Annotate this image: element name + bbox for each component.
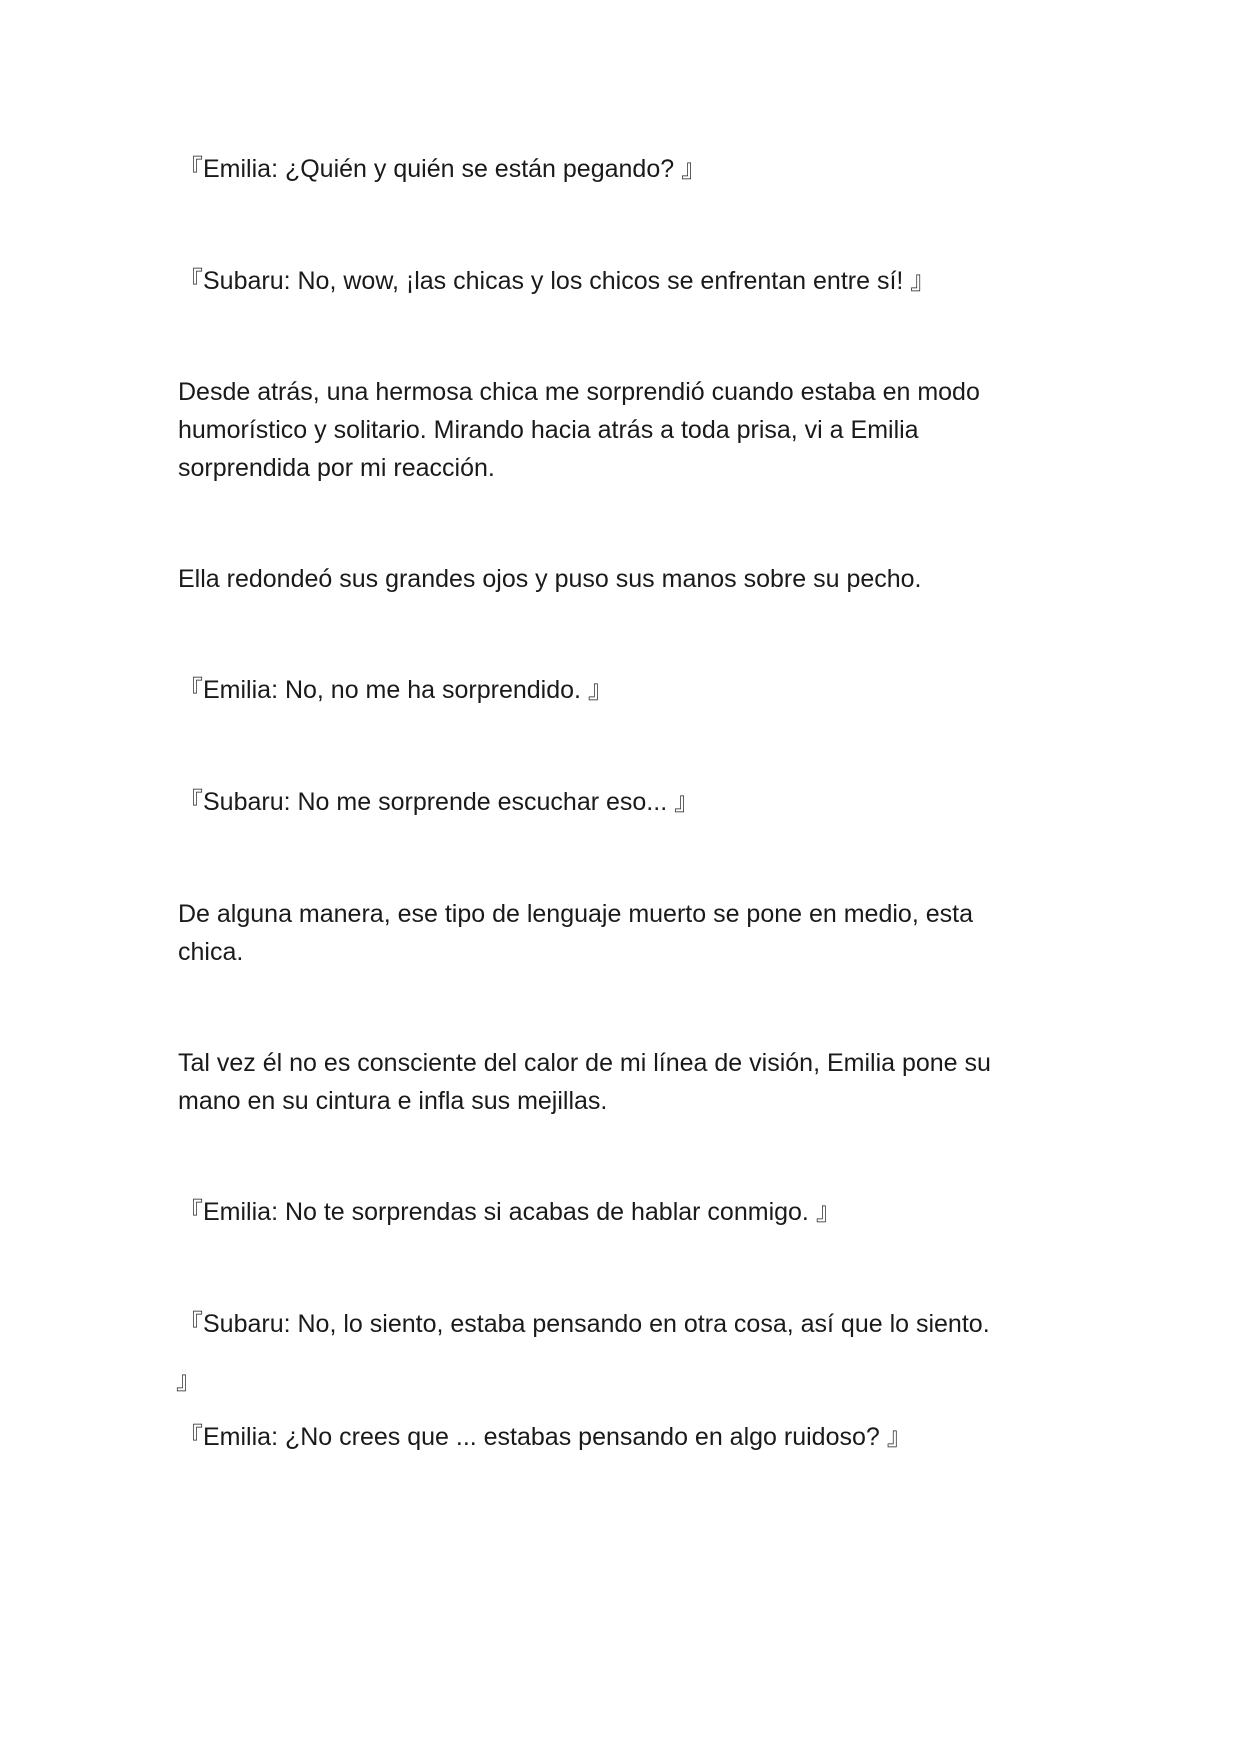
paragraph-line: Desde atrás, una hermosa chica me sorprendió cuando estaba en modo: [178, 378, 980, 406]
dialogue-line: 『Emilia: ¿No crees que ... estabas pensando en algo ruidoso? 』: [178, 1423, 912, 1451]
dialogue-line: 『Subaru: No me sorprende escuchar eso... 』: [178, 788, 700, 816]
dialogue-line: 『Emilia: ¿Quién y quién se están pegando? 』: [178, 155, 707, 183]
paragraph-line: De alguna manera, ese tipo de lenguaje muerto se pone en medio, esta: [178, 900, 973, 928]
paragraph-line: Tal vez él no es consciente del calor de mi línea de visión, Emilia pone su: [178, 1049, 991, 1077]
paragraph-line: 『Subaru: No, lo siento, estaba pensando en otra cosa, así que lo siento.: [178, 1310, 990, 1338]
dialogue-closing-bracket: 』: [176, 1367, 202, 1395]
paragraph-line: humorístico y solitario. Mirando hacia atrás a toda prisa, vi a Emilia: [178, 416, 919, 444]
narration-paragraph: [178, 373, 1058, 487]
dialogue-line: 『Emilia: No, no me ha sorprendido. 』: [178, 676, 613, 704]
paragraph-line: chica.: [178, 938, 244, 966]
dialogue-paragraph: [178, 1305, 1058, 1343]
narration-paragraph: [178, 1044, 1058, 1120]
paragraph-line: sorprendida por mi reacción.: [178, 454, 495, 482]
paragraph-line: mano en su cintura e infla sus mejillas.: [178, 1087, 608, 1115]
dialogue-line: 『Emilia: No te sorprendas si acabas de hablar conmigo. 』: [178, 1198, 841, 1226]
narration-paragraph: [178, 895, 1058, 971]
dialogue-line: 『Subaru: No, wow, ¡las chicas y los chicos se enfrentan entre sí! 』: [178, 267, 936, 295]
narration-line: Ella redondeó sus grandes ojos y puso sus manos sobre su pecho.: [178, 565, 922, 593]
